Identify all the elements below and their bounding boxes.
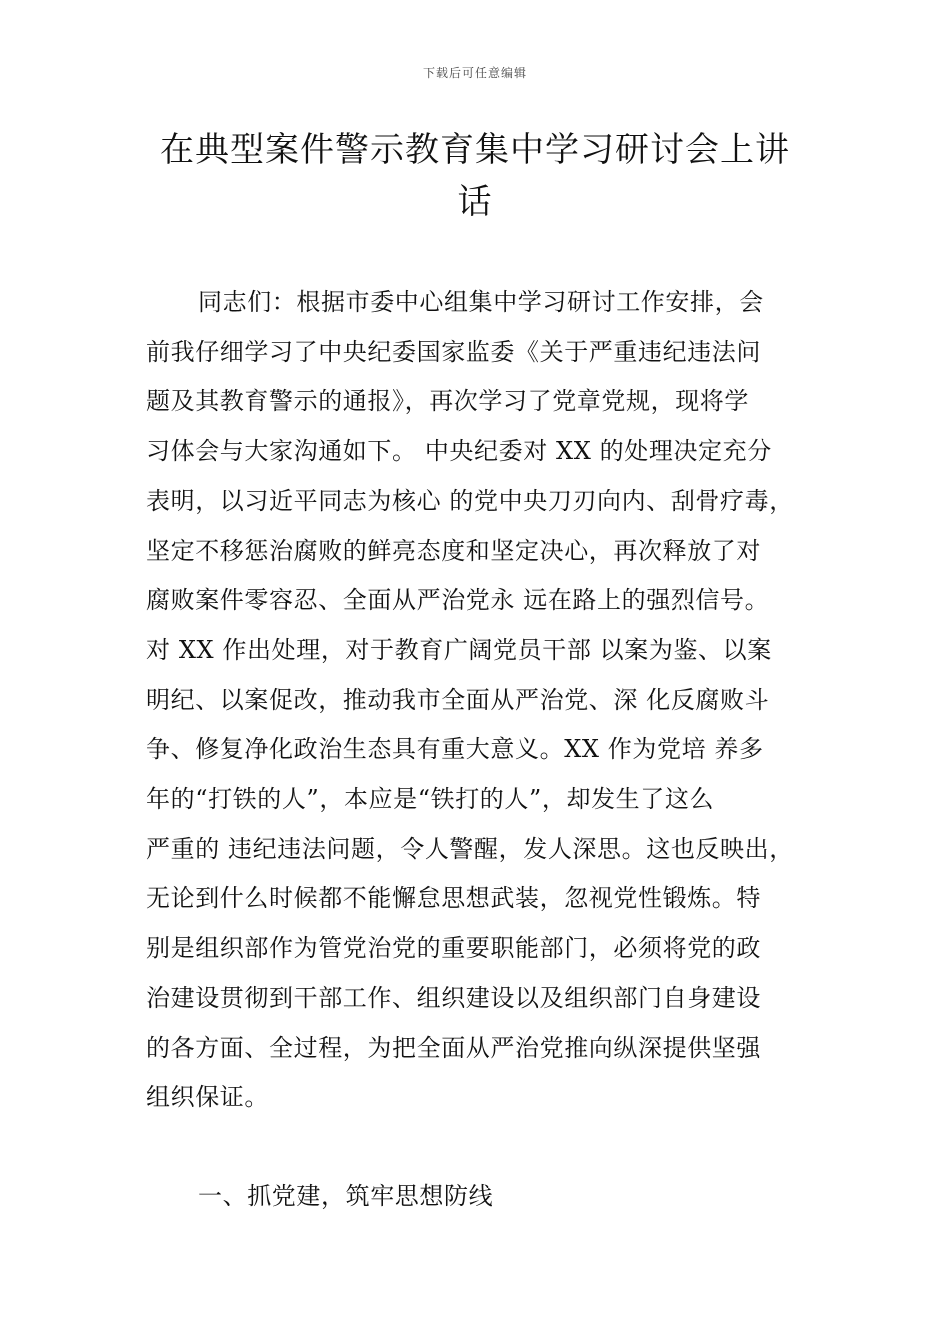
- body-line: 坚定不移惩治腐败的鲜亮态度和坚定决心，再次释放了对: [146, 536, 761, 565]
- body-line: 习体会与大家沟通如下。 中央纪委对 XX 的处理决定充分: [146, 437, 772, 466]
- body-line: 对 XX 作出处理，对于教育广阔党员干部 以案为鉴、以案: [146, 635, 772, 664]
- header-note: 下载后可任意编辑: [422, 66, 527, 80]
- body-line: 严重的 违纪违法问题，令人警醒，发人深思。这也反映出，: [146, 834, 794, 863]
- document-title: [140, 124, 810, 228]
- body-line: 的各方面、全过程，为把全面从严治党推向纵深提供坚强: [146, 1033, 761, 1062]
- body-line: 争、修复净化政治生态具有重大意义。XX 作为党培 养多: [146, 735, 764, 764]
- body-line: 明纪、以案促改，推动我市全面从严治党、深 化反腐败斗: [146, 685, 770, 714]
- body-line: 同志们：根据市委中心组集中学习研讨工作安排，会: [198, 288, 764, 316]
- body-line: 腐败案件零容忍、全面从严治党永 远在路上的强烈信号。: [146, 586, 770, 615]
- body-line: 组织保证。: [146, 1083, 269, 1112]
- body-line: 年的“打铁的人”，本应是“铁打的人”，却发生了这么: [146, 785, 715, 814]
- title-line-2: 话: [457, 182, 493, 222]
- body-line: 治建设贯彻到干部工作、组织建设以及组织部门自身建设: [146, 983, 761, 1012]
- body-line: 无论到什么时候都不能懈怠思想武装，忽视党性锻炼。特: [146, 884, 761, 913]
- body-line: 前我仔细学习了中央纪委国家监委《关于严重违纪违法问: [146, 337, 761, 366]
- section-heading: 一、抓党建，筑牢思想防线: [198, 1182, 494, 1210]
- body-line: 表明，以习近平同志为核心 的党中央刀刃向内、刮骨疗毒，: [146, 486, 794, 515]
- body-line: 别是组织部作为管党治党的重要职能部门，必须将党的政: [146, 934, 761, 963]
- body-paragraph: [146, 278, 836, 1123]
- title-line-1: 在典型案件警示教育集中学习研讨会上讲: [160, 130, 790, 170]
- body-line: 题及其教育警示的通报》，再次学习了党章党规，现将学: [146, 387, 749, 416]
